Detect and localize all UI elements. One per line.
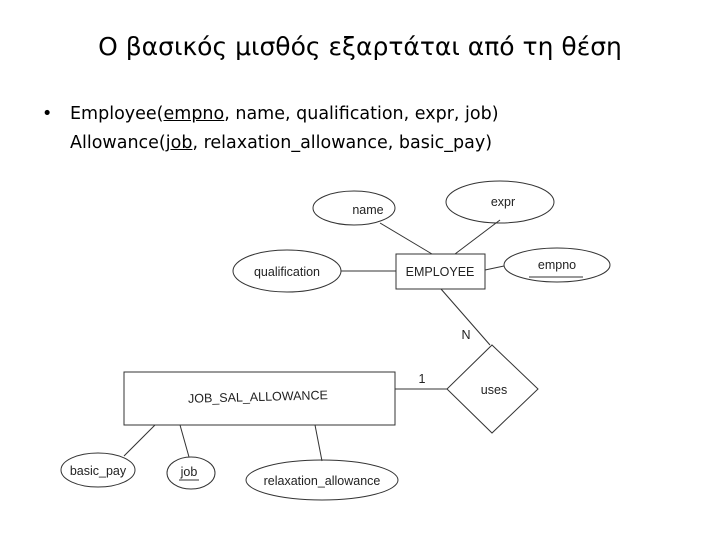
jobsal-entity-label: JOB_SAL_ALLOWANCE (187, 388, 329, 406)
basic-pay-connector (124, 425, 155, 456)
job-attribute-label: job (180, 465, 198, 479)
employee-schema-prefix: Employee( (70, 104, 164, 124)
name-connector (380, 223, 432, 254)
basic-pay-attribute-label: basic_pay (69, 464, 127, 478)
name-attribute-label: name (352, 203, 384, 217)
cardinality-n-label: N (461, 328, 471, 342)
allowance-schema-key: job (165, 133, 193, 153)
relaxation-connector (315, 425, 322, 461)
employee-schema-key: empno (163, 104, 225, 124)
allowance-schema-rest: , relaxation_allowance, basic_pay) (192, 133, 493, 153)
empno-connector (485, 266, 504, 270)
slide-title: Ο βασικός μισθός εξαρτάται από τη θέση (98, 32, 622, 61)
employee-entity-label: EMPLOYEE (405, 265, 475, 279)
relaxation-allowance-attribute-label: relaxation_allowance (263, 474, 381, 488)
cardinality-one-label: 1 (418, 372, 426, 386)
allowance-schema-prefix: Allowance( (70, 133, 166, 153)
empno-attribute-label: empno (537, 258, 577, 272)
bullet-icon: • (42, 104, 53, 124)
qualification-attribute-label: qualification (253, 265, 321, 279)
job-connector (180, 425, 189, 457)
expr-attribute-label: expr (490, 195, 516, 209)
expr-connector (455, 220, 500, 254)
employee-schema-rest: , name, qualification, expr, job) (224, 104, 499, 124)
uses-relationship-label: uses (480, 383, 508, 397)
